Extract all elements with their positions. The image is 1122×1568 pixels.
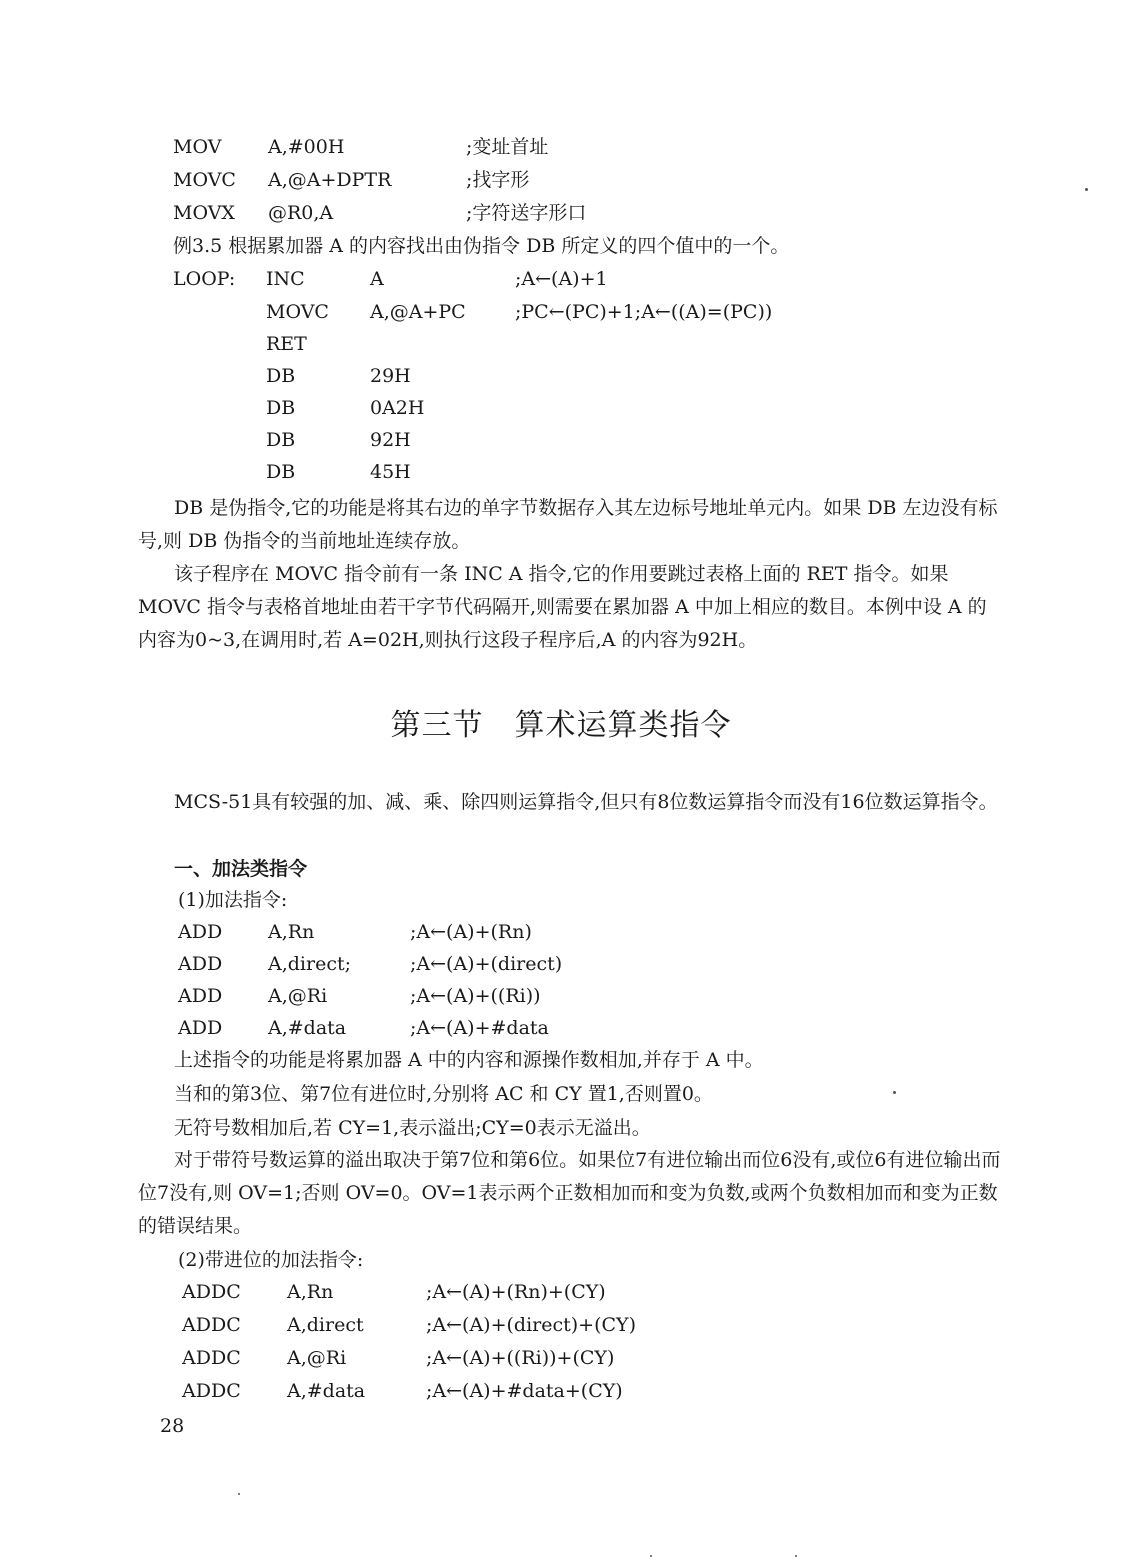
code-operand: A (370, 268, 384, 290)
code-comment: ;变址首址 (466, 136, 549, 158)
code-operand: A,@Ri (287, 1347, 347, 1369)
code-comment: ;找字形 (466, 169, 530, 191)
code-mnemonic: MOVC (266, 301, 329, 323)
scan-speck (650, 1555, 652, 1557)
code-comment: ;A←(A)+1 (515, 268, 608, 290)
code-mnemonic: ADDC (182, 1380, 241, 1402)
code-mnemonic: ADDC (182, 1347, 241, 1369)
scan-speck (238, 1493, 240, 1495)
code-operand: 29H (370, 365, 411, 387)
code-mnemonic: ADDC (182, 1314, 241, 1336)
code-operand: 92H (370, 429, 411, 451)
code-operand: A,@A+PC (370, 301, 466, 323)
paragraph-overflow: 对于带符号数运算的溢出取决于第7位和第6位。如果位7有进位输出而位6没有,或位6有进位输出而位7没有,则 OV=1;否则 OV=0。OV=1表示两个正数相加而和变为负数,或两个负数相加而和变为正数的错误结果。 (138, 1149, 1001, 1237)
code-operand: @R0,A (268, 202, 334, 224)
scan-speck (1085, 188, 1088, 191)
code-comment: ;A←(A)+(direct)+(CY) (426, 1314, 637, 1336)
code-mnemonic: MOVX (173, 202, 235, 224)
code-mnemonic: MOV (173, 136, 222, 158)
add-label: (1)加法指令: (178, 889, 288, 911)
code-mnemonic: ADD (178, 1017, 223, 1039)
code-operand: A,#00H (268, 136, 345, 158)
code-comment: ;A←(A)+(Rn)+(CY) (426, 1281, 606, 1303)
code-operand: A,Rn (268, 921, 315, 943)
subheading: 一、加法类指令 (174, 858, 308, 880)
add-note: 上述指令的功能是将累加器 A 中的内容和源操作数相加,并存于 A 中。 (174, 1049, 764, 1071)
code-label: LOOP: (173, 268, 236, 290)
code-operand: A,Rn (287, 1281, 334, 1303)
code-mnemonic: DB (266, 365, 296, 387)
code-comment: ;A←(A)+((Ri))+(CY) (426, 1347, 615, 1369)
code-mnemonic: ADDC (182, 1281, 241, 1303)
code-comment: ;A←(A)+#data+(CY) (426, 1380, 623, 1402)
code-mnemonic: DB (266, 397, 296, 419)
code-mnemonic: INC (266, 268, 305, 290)
scan-speck (795, 1555, 797, 1557)
code-mnemonic: ADD (178, 985, 223, 1007)
code-mnemonic: DB (266, 461, 296, 483)
code-comment: ;字符送字形口 (466, 202, 587, 224)
paragraph-db: DB 是伪指令,它的功能是将其右边的单字节数据存入其左边标号地址单元内。如果 DB 左边没有标号,则 DB 伪指令的当前地址连续存放。 (138, 497, 998, 552)
code-mnemonic: DB (266, 429, 296, 451)
code-operand: 45H (370, 461, 411, 483)
scan-speck (893, 1091, 896, 1094)
code-operand: A,#data (268, 1017, 347, 1039)
intro-paragraph: MCS-51具有较强的加、减、乘、除四则运算指令,但只有8位数运算指令而没有16位数运算指令。 (174, 791, 998, 813)
page-number: 28 (160, 1415, 185, 1437)
code-mnemonic: RET (266, 333, 307, 355)
code-comment: ;A←(A)+(Rn) (410, 921, 532, 943)
code-operand: 0A2H (370, 397, 425, 419)
section-title: 第三节 算术运算类指令 (390, 708, 732, 743)
code-operand: A,#data (287, 1380, 366, 1402)
code-operand: A,direct (287, 1314, 364, 1336)
code-operand: A,direct; (268, 953, 352, 975)
code-mnemonic: MOVC (173, 169, 236, 191)
code-operand: A,@Ri (268, 985, 328, 1007)
code-comment: ;A←(A)+#data (410, 1017, 549, 1039)
add-note: 无符号数相加后,若 CY=1,表示溢出;CY=0表示无溢出。 (174, 1117, 651, 1139)
example-heading: 例3.5 根据累加器 A 的内容找出由伪指令 DB 所定义的四个值中的一个。 (173, 235, 790, 257)
code-comment: ;A←(A)+(direct) (410, 953, 563, 975)
code-comment: ;PC←(PC)+1;A←((A)=(PC)) (515, 301, 773, 323)
addc-label: (2)带进位的加法指令: (178, 1249, 364, 1271)
code-comment: ;A←(A)+((Ri)) (410, 985, 541, 1007)
add-note: 当和的第3位、第7位有进位时,分别将 AC 和 CY 置1,否则置0。 (174, 1083, 713, 1105)
code-operand: A,@A+DPTR (268, 169, 392, 191)
code-mnemonic: ADD (178, 953, 223, 975)
code-mnemonic: ADD (178, 921, 223, 943)
paragraph-movc: 该子程序在 MOVC 指令前有一条 INC A 指令,它的作用要跳过表格上面的 RET 指令。如果 MOVC 指令与表格首地址由若干字节代码隔开,则需要在累加器 A 中加上相应的数目。本例中设 A 的内容为0~3,在调用时,若 A=02H,则执行这段子程序后,A 的内容为92H。 (138, 563, 987, 651)
